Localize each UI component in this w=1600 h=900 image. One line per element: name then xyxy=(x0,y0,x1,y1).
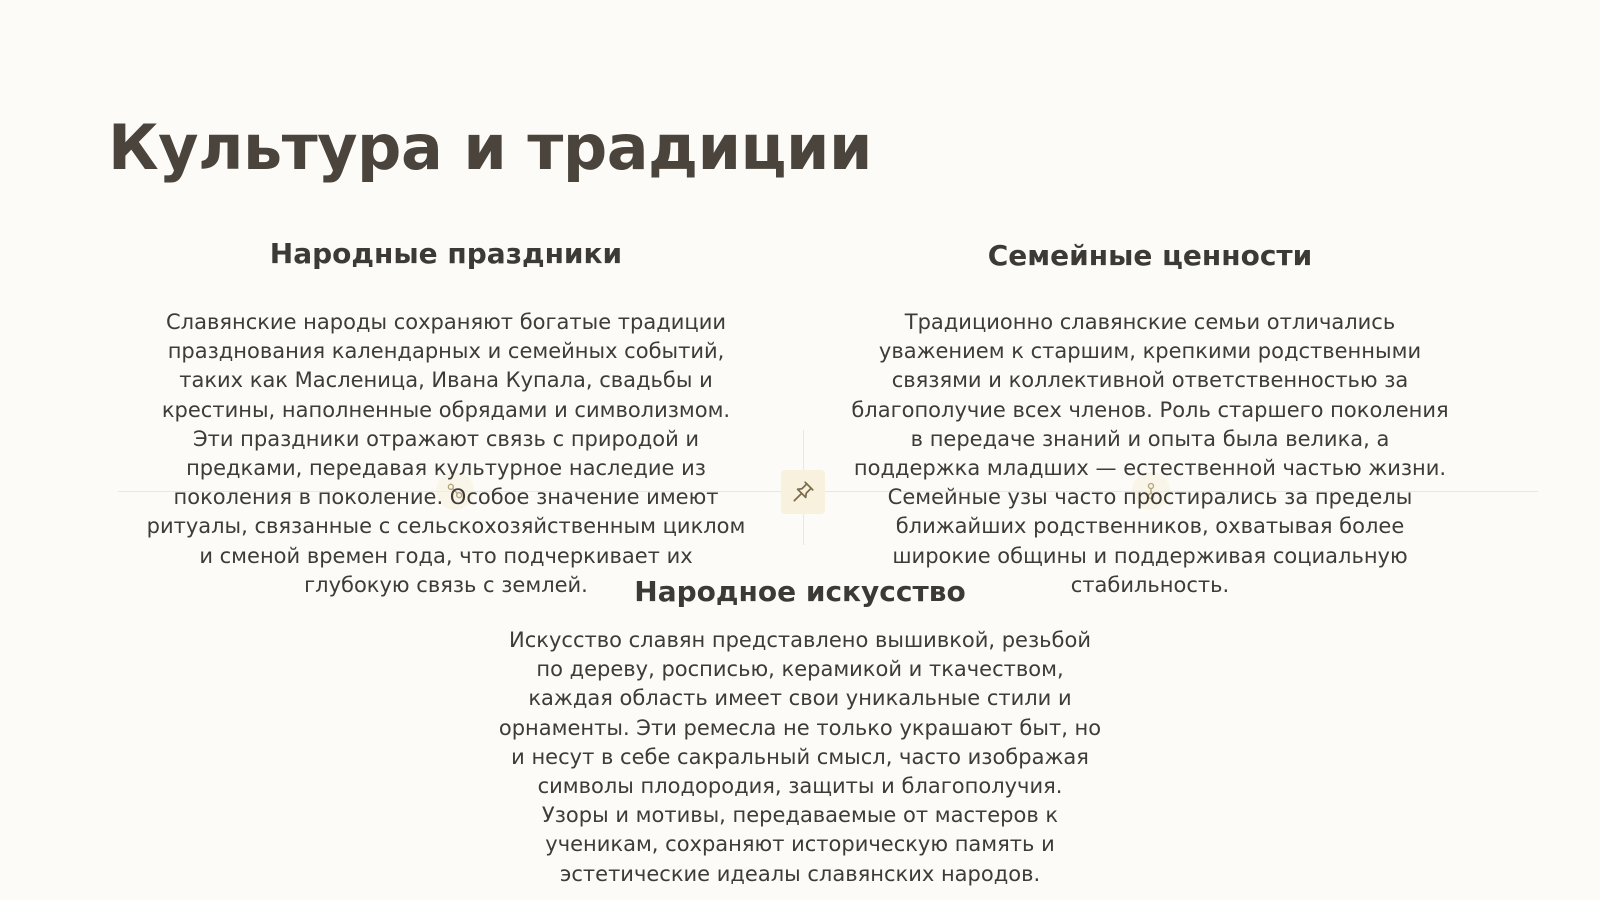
section-folk-art xyxy=(470,574,1130,889)
text-line: празднования календарных и семейных событий, xyxy=(167,339,725,364)
text-line: Искусство славян представлено вышивкой, резьбой xyxy=(509,628,1091,652)
text-line: символы плодородия, защиты и благополучия. xyxy=(537,774,1063,799)
text-line: поколения в поколение. Особое значение имеют xyxy=(173,485,719,510)
section-heading: Народные праздники xyxy=(269,237,623,270)
text-line: крестины, наполненные обрядами и символизмом. xyxy=(161,397,731,422)
text-line: Узоры и мотивы, передаваемые от мастеров к xyxy=(541,803,1059,828)
text-line: таких как Масленица, Ивана Купала, свадьбы и xyxy=(179,368,713,393)
slide-title: Культура и традиции xyxy=(108,111,872,184)
section-body xyxy=(120,308,772,600)
text-line: Традиционно славянские семьи отличались xyxy=(904,310,1396,334)
text-line: Семейные узы часто простирались за пределы xyxy=(887,485,1413,510)
text-line: ближайших родственников, охватывая более xyxy=(895,514,1405,539)
section-family-values xyxy=(820,238,1480,600)
text-line: широкие общины и поддерживая социальную xyxy=(892,543,1408,568)
pin-icon xyxy=(781,470,825,514)
text-line: уважением к старшим, крепкими родственными xyxy=(878,339,1422,364)
text-line: по дереву, росписью, керамикой и ткачеством, xyxy=(536,657,1064,682)
text-line: каждая область имеет свои уникальные стили и xyxy=(528,686,1072,711)
text-line: предками, передавая культурное наследие из xyxy=(186,456,706,481)
section-heading: Народное искусство xyxy=(634,575,966,608)
text-line: глубокую связь с землей. xyxy=(304,572,588,597)
text-line: поддержка младших — естественной частью жизни. xyxy=(853,456,1447,481)
text-line: в передаче знаний и опыта была велика, а xyxy=(910,426,1390,451)
text-line: связями и коллективной ответственностью за xyxy=(891,368,1409,393)
section-body xyxy=(820,308,1480,600)
text-line: орнаменты. Эти ремесла не только украшают быт, но xyxy=(498,715,1102,740)
section-body xyxy=(470,626,1130,889)
text-line: эстетические идеалы славянских народов. xyxy=(559,861,1041,886)
text-line: стабильность. xyxy=(1070,572,1230,597)
text-line: и несут в себе сакральный смысл, часто изображая xyxy=(511,744,1089,769)
text-line: ритуалы, связанные с сельскохозяйственным циклом xyxy=(146,514,746,539)
text-line: Славянские народы сохраняют богатые традиции xyxy=(166,310,726,334)
text-line: и сменой времен года, что подчеркивает их xyxy=(199,543,693,568)
text-line: благополучие всех членов. Роль старшего поколения xyxy=(851,397,1449,422)
section-heading: Семейные ценности xyxy=(987,239,1313,272)
section-folk-holidays xyxy=(120,236,772,600)
text-line: Эти праздники отражают связь с природой и xyxy=(192,426,700,451)
text-line: ученикам, сохраняют историческую память и xyxy=(545,832,1055,857)
